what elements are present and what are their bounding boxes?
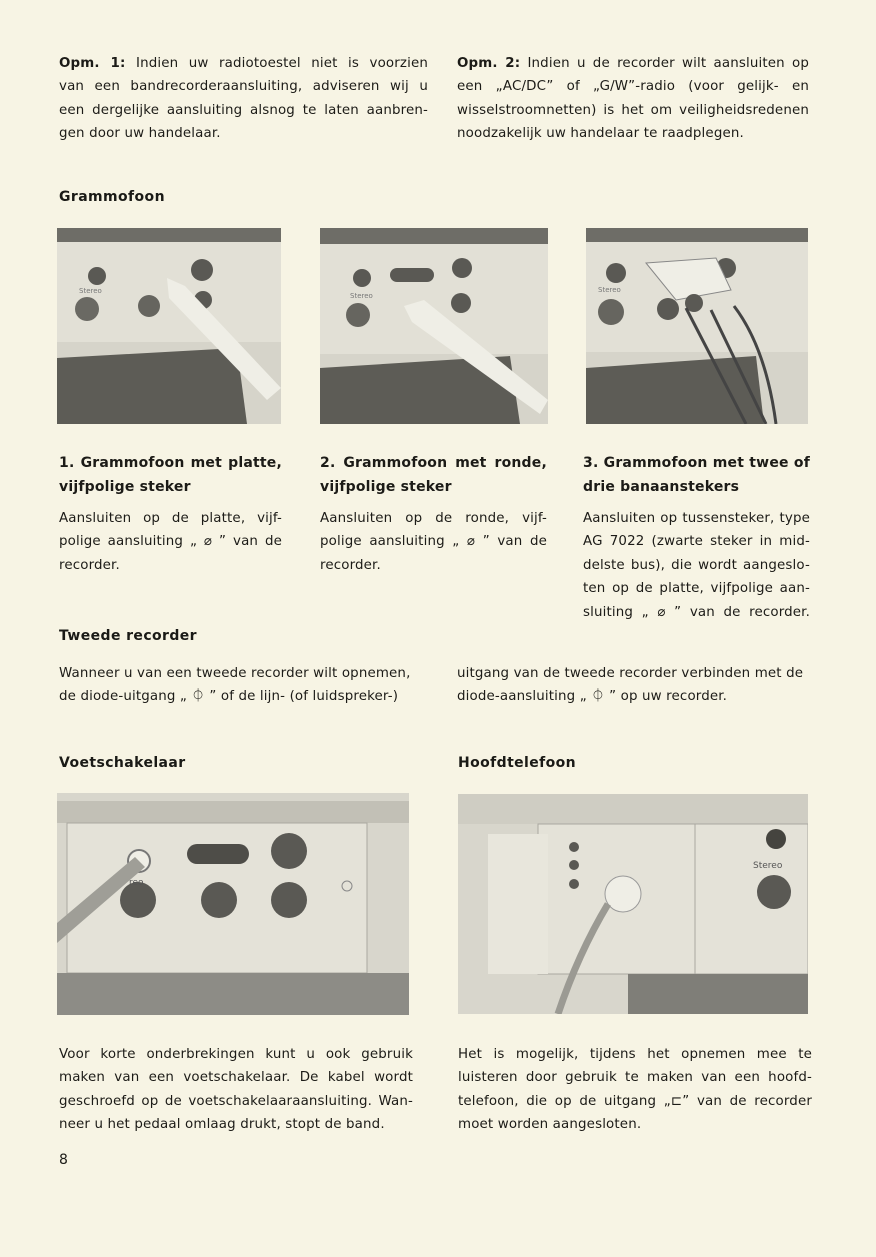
- item-body-line: Aansluiten op de platte, vijf-: [59, 511, 282, 526]
- note-1-line: Opm. 1: Indien uw radiotoestel niet is voorzien: [59, 56, 428, 71]
- tweede-recorder-line: uitgang van de tweede recorder verbinden met de: [457, 666, 804, 681]
- item-body-line: Aansluiten op tussensteker, type: [583, 511, 810, 526]
- tweede-recorder-line: diode-aansluiting „ ⏀ ” op uw recorder.: [457, 689, 728, 705]
- note-2-line: een „AC/DC” of „G/W”-radio (voor gelijk- en: [457, 79, 809, 95]
- note-1-line: gen door uw handelaar.: [59, 126, 221, 142]
- item-body-line: polige aansluiting „ ⌀ ” van de: [320, 534, 547, 550]
- voetschakelaar-line: Voor korte onderbrekingen kunt u ook gebruik: [59, 1047, 413, 1062]
- item-1-title: [59, 451, 282, 499]
- section-heading-hoofdtelefoon: Hoofdtelefoon: [458, 755, 577, 771]
- item-3-body: [583, 507, 810, 624]
- voetschakelaar-line: maken van een voetschakelaar. De kabel wordt: [59, 1070, 413, 1086]
- photo-grammofoon-platte-steker: [57, 228, 281, 424]
- photo-grammofoon-ronde-steker: [320, 228, 548, 424]
- section-heading-voetschakelaar: Voetschakelaar: [59, 755, 186, 771]
- item-title-line: drie banaanstekers: [583, 479, 740, 495]
- hoofdtelefoon-line: telefoon, die op de uitgang „⊏” van de recorder: [458, 1093, 812, 1109]
- voetschakelaar-body: [59, 1043, 413, 1137]
- item-title-line: 3. Grammofoon met twee of: [583, 455, 810, 471]
- item-title-line: vijfpolige steker: [59, 479, 191, 495]
- note-2-line: Opm. 2: Indien u de recorder wilt aansluiten op: [457, 56, 809, 71]
- hoofdtelefoon-line: Het is mogelijk, tijdens het opnemen mee te: [458, 1047, 812, 1062]
- hoofdtelefoon-line: moet worden aangesloten.: [458, 1117, 642, 1133]
- note-2-line: wisselstroomnetten) is het om veiligheidsredenen: [457, 102, 809, 118]
- item-2-body: [320, 507, 547, 577]
- note-1: [59, 52, 428, 146]
- item-body-line: polige aansluiting „ ⌀ ” van de: [59, 534, 282, 550]
- item-title-line: 2. Grammofoon met ronde,: [320, 455, 547, 471]
- note-2: [457, 52, 809, 146]
- section-heading-tweede-recorder: Tweede recorder: [59, 628, 197, 644]
- section-heading-grammofoon: Grammofoon: [59, 189, 165, 205]
- tweede-recorder-right: [457, 662, 812, 709]
- hoofdtelefoon-line: luisteren door gebruik te maken van een hoofd-: [458, 1070, 812, 1086]
- note-1-line: van een bandrecorderaansluiting, adviseren wij u: [59, 79, 428, 95]
- photo-label: reo: [129, 878, 144, 888]
- item-body-line: Aansluiten op de ronde, vijf-: [320, 511, 547, 526]
- item-title-line: 1. Grammofoon met platte,: [59, 455, 282, 471]
- item-title-line: vijfpolige steker: [320, 479, 452, 495]
- item-body-line: ten op de platte, vijfpolige aan-: [583, 581, 810, 597]
- photo-label: Stereo: [598, 286, 621, 294]
- tweede-recorder-line: de diode-uitgang „ ⏀ ” of de lijn- (of luidspreker-): [59, 689, 399, 705]
- photo-grammofoon-banaanstekers: [586, 228, 808, 424]
- tweede-recorder-left: [59, 662, 414, 709]
- note-2-label: Opm. 2:: [457, 56, 521, 71]
- item-body-line: recorder.: [320, 557, 381, 573]
- page-number: 8: [59, 1152, 68, 1168]
- item-body-line: recorder.: [59, 557, 120, 573]
- item-1-body: [59, 507, 282, 577]
- note-1-label: Opm. 1:: [59, 56, 126, 71]
- voetschakelaar-line: geschroefd op de voetschakelaaraansluiting. Wan-: [59, 1093, 413, 1109]
- hoofdtelefoon-body: [458, 1043, 812, 1137]
- item-body-line: delste bus), die wordt aangeslo-: [583, 557, 810, 573]
- note-1-line: een dergelijke aansluiting alsnog te laten aanbren-: [59, 102, 428, 118]
- tweede-recorder-line: Wanneer u van een tweede recorder wilt opnemen,: [59, 666, 411, 681]
- photo-hoofdtelefoon: [458, 794, 808, 1014]
- photo-label: Stereo: [79, 287, 102, 295]
- photo-label: Stereo: [753, 861, 783, 871]
- item-body-line: sluiting „ ⌀ ” van de recorder.: [583, 604, 810, 620]
- note-2-line: noodzakelijk uw handelaar te raadplegen.: [457, 126, 744, 142]
- item-body-line: AG 7022 (zwarte steker in mid-: [583, 534, 810, 550]
- item-2-title: [320, 451, 547, 499]
- photo-label: Stereo: [350, 292, 373, 300]
- voetschakelaar-line: neer u het pedaal omlaag drukt, stopt de band.: [59, 1117, 385, 1133]
- item-3-title: [583, 451, 810, 499]
- photo-voetschakelaar: [57, 793, 409, 1015]
